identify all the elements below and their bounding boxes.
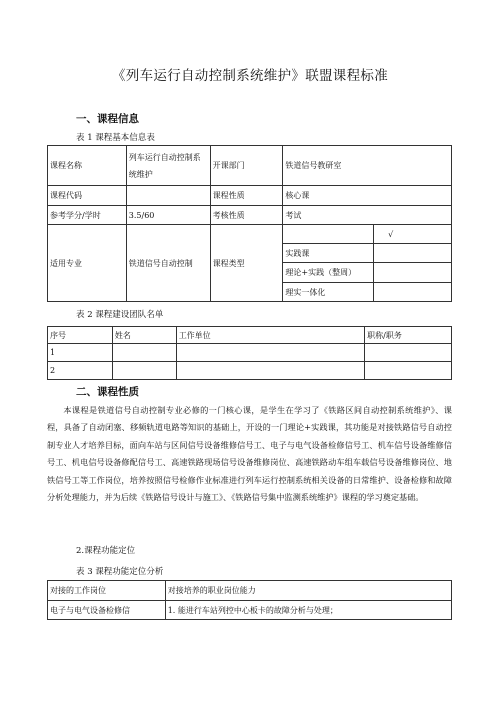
positioning-row-ability: 1. 能进行车站列控中心板卡的故障分析与处理； xyxy=(165,601,451,620)
table1-caption: 表 1 课程基本信息表 xyxy=(76,133,155,143)
major-label: 适用专业 xyxy=(48,225,127,302)
type-check-empty xyxy=(374,283,452,302)
team-table xyxy=(47,326,452,380)
team-row-unit xyxy=(176,362,364,380)
team-row-title xyxy=(365,362,452,380)
subsection-function-positioning: 2.课程功能定位 xyxy=(76,546,136,556)
type-label: 课程类型 xyxy=(210,225,283,302)
code-value xyxy=(126,186,210,206)
course-name-label: 课程名称 xyxy=(48,146,127,186)
team-row-name xyxy=(112,362,176,380)
course-nature-paragraph: 本课程是铁道信号自动控制专业必修的一门核心课，是学生在学习了《铁路区间自动控制系统维护》、课程，具备了自动闭塞、移频轨道电路等知识的基础上，开设的一门理论+实践课，其功能是对接铁路信号自动控制专业人才培养目标，面向车站与区间信号设备维修信号工、电子与电气设备检修信号工、机车信号设备维修信号工、机电信号设备修配信号工、高速铁路现场信号设备维修岗位、高速铁路动车组车载信号设备维修岗位、地铁信号工等工作岗位，培养按照信号检修作业标准进行列车运行控制系统相关设备的日常维护、设备检修和故障分析处理能力，并为后续《铁路信号设计与施工》、《铁路信号集中监测系统维护》课程的学习奠定基础。 xyxy=(47,405,452,503)
team-header-unit: 工作单位 xyxy=(176,327,364,344)
team-row-unit xyxy=(176,344,364,362)
type-check-empty xyxy=(374,244,452,263)
assess-label: 考核性质 xyxy=(210,206,283,225)
assess-value: 考试 xyxy=(283,206,452,225)
major-value: 铁道信号自动控制 xyxy=(126,225,210,302)
nature-label: 课程性质 xyxy=(210,186,283,206)
team-row-no: 1 xyxy=(48,344,113,362)
type-check-mark: √ xyxy=(374,225,452,244)
team-row-title xyxy=(365,344,452,362)
credits-label: 参考学分/学时 xyxy=(48,206,127,225)
type-option-practice: 实践课 xyxy=(283,244,374,263)
type-option-theory xyxy=(283,225,374,244)
team-header-no: 序号 xyxy=(48,327,113,344)
dept-label: 开课部门 xyxy=(210,146,283,186)
credits-value: 3.5/60 xyxy=(126,206,210,225)
positioning-header-ability: 对接培养的职业岗位能力 xyxy=(165,581,451,601)
team-row-name xyxy=(112,344,176,362)
document-title: 《列车运行自动控制系统维护》联盟课程标准 xyxy=(112,68,388,84)
course-name-value: 列车运行自动控制系统维护 xyxy=(126,146,210,186)
team-row-no: 2 xyxy=(48,362,113,380)
code-label: 课程代码 xyxy=(48,186,127,206)
course-info-table xyxy=(47,145,452,302)
dept-value: 铁道信号教研室 xyxy=(283,146,452,186)
table2-caption: 表 2 课程建设团队名单 xyxy=(76,310,164,320)
nature-value: 核心课 xyxy=(283,186,452,206)
type-option-mixed-week: 理论+实践（整周） xyxy=(283,263,374,283)
function-positioning-table xyxy=(47,580,452,620)
section-heading-course-info: 一、课程信息 xyxy=(76,113,139,125)
team-header-title: 职称/职务 xyxy=(365,327,452,344)
positioning-header-job: 对接的工作岗位 xyxy=(48,581,166,601)
team-header-name: 姓名 xyxy=(112,327,176,344)
section-heading-course-nature: 二、课程性质 xyxy=(76,386,139,398)
type-option-integrated: 理实一体化 xyxy=(283,283,374,302)
table3-caption: 表 3 课程功能定位分析 xyxy=(76,567,164,577)
positioning-row-job: 电子与电气设备检修信 xyxy=(48,601,166,620)
type-check-empty xyxy=(374,263,452,283)
